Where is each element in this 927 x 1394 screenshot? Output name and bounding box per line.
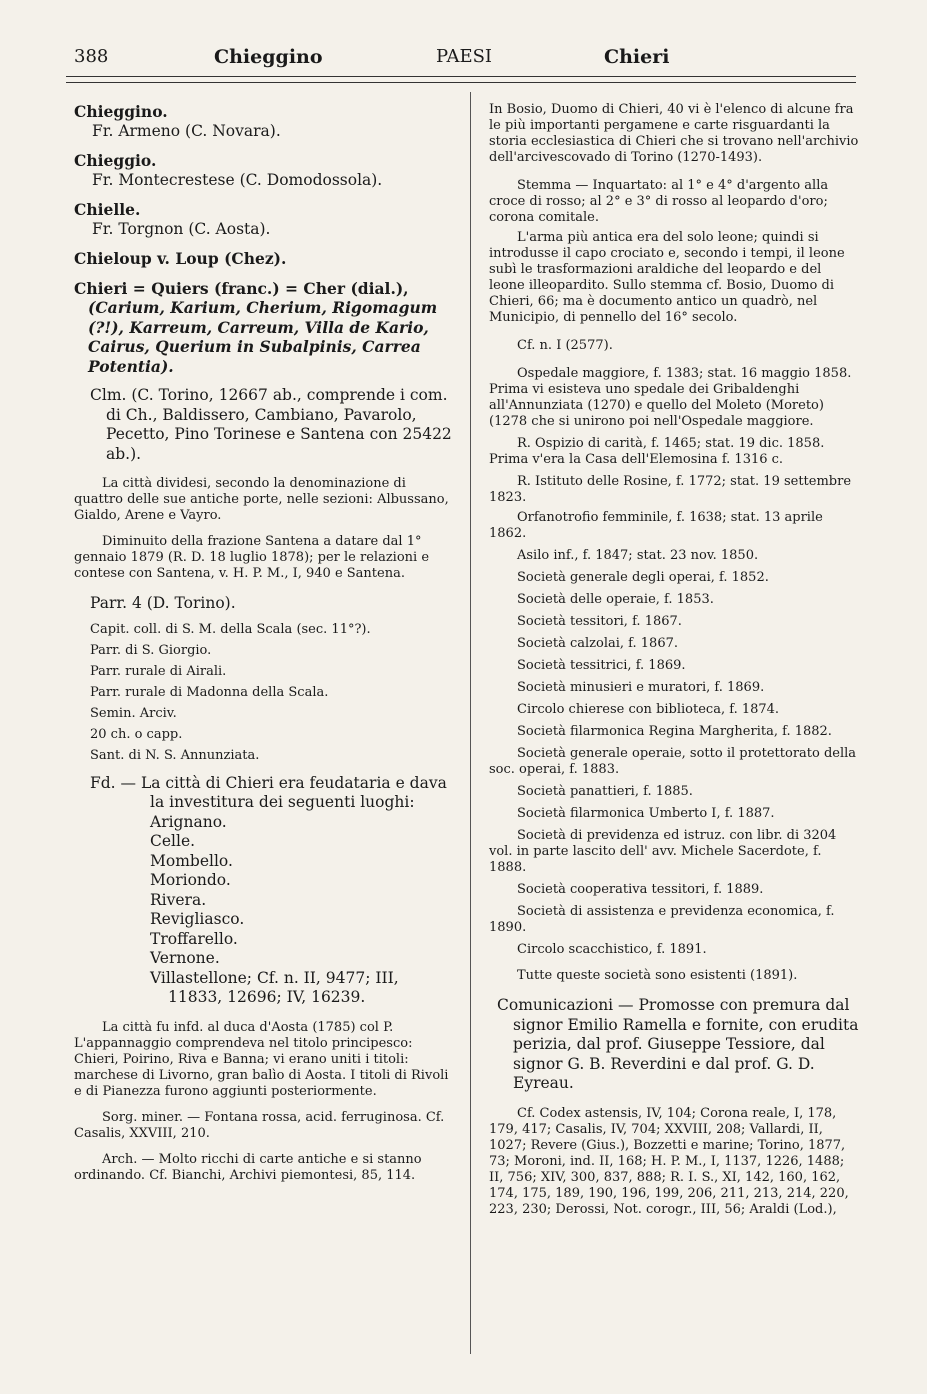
society-item: Società generale degli operai, f. 1852. bbox=[517, 570, 769, 585]
feudi-list bbox=[74, 813, 456, 1008]
entry-chieri-variants: (Carium, Karium, Cherium, Rigomagum (?!), Karreum, Carreum, Villa de Kario, Cairus, Querium in Subalpinis, Carrea Potentia). bbox=[88, 298, 438, 376]
istituto-rosine: R. Istituto delle Rosine, f. 1772; stat. 19 settembre 1823. bbox=[489, 474, 852, 505]
feudo-place: Moriondo. bbox=[150, 871, 231, 889]
society-item: Società delle operaie, f. 1853. bbox=[517, 592, 714, 607]
society-item: Circolo chierese con biblioteca, f. 1874. bbox=[517, 702, 780, 717]
society-item: Società filarmonica Regina Margherita, f. 1882. bbox=[517, 724, 832, 739]
entry-chielle-head: Chielle. bbox=[74, 200, 141, 219]
society-item: Società filarmonica Umberto I, f. 1887. bbox=[517, 806, 775, 821]
society-item: Società tessitori, f. 1867. bbox=[517, 614, 682, 629]
feudo-place: Troffarello. bbox=[150, 929, 238, 948]
parrocchie-head: Parr. 4 (D. Torino). bbox=[90, 594, 236, 612]
society-item: Circolo scacchistico, f. 1891. bbox=[517, 942, 707, 957]
feudi-intro: Fd. — La città di Chieri era feudataria e dava la investitura dei seguenti luoghi: bbox=[90, 773, 447, 811]
header-rule-top bbox=[66, 76, 856, 77]
note-santena: Diminuito della frazione Santena a datare dal 1° gennaio 1879 (R. D. 18 luglio 1878); per le relazioni e contese con Santena, v. H. P. M., I, 940 e Santena. bbox=[74, 534, 430, 581]
running-header bbox=[74, 46, 854, 76]
entry-chieggino-head: Chieggino. bbox=[74, 102, 168, 121]
note-archivi: Arch. — Molto ricchi di carte antiche e si stanno ordinando. Cf. Bianchi, Archivi piemontesi, 85, 114. bbox=[74, 1151, 422, 1183]
entry-chieggino-line: Fr. Armeno (C. Novara). bbox=[92, 121, 281, 140]
society-item: Società minusieri e muratori, f. 1869. bbox=[517, 680, 765, 695]
society-item: Società di assistenza e previdenza economica, f. 1890. bbox=[489, 904, 835, 935]
feudo-place: Vernone. bbox=[150, 949, 220, 967]
stemma: Stemma — Inquartato: al 1° e 4° d'argento alla croce di rosso; al 2° e 3° di rosso al leopardo d'oro; corona comitale. bbox=[489, 178, 829, 225]
feudo-place: Mombello. bbox=[150, 851, 233, 870]
society-item: Società cooperativa tessitori, f. 1889. bbox=[517, 882, 764, 897]
header-left-title: Chieggino bbox=[214, 46, 323, 68]
column-divider bbox=[470, 92, 471, 1354]
orfanotrofio: Orfanotrofio femminile, f. 1638; stat. 13 aprile 1862. bbox=[489, 510, 823, 541]
parr-item: Semin. Arciv. bbox=[90, 705, 177, 721]
left-column bbox=[74, 102, 456, 1184]
entry-chielle-line: Fr. Torgnon (C. Aosta). bbox=[92, 219, 271, 238]
society-item: Società generale operaie, sotto il protettorato della soc. operai, f. 1883. bbox=[489, 746, 857, 777]
feudo-place: Revigliasco. bbox=[150, 910, 245, 928]
society-item: Società calzolai, f. 1867. bbox=[517, 636, 678, 651]
ospizio: R. Ospizio di carità, f. 1465; stat. 19 dic. 1858. Prima v'era la Casa dell'Elemosina f. 1316 c. bbox=[489, 436, 825, 467]
note-appannaggio: La città fu infd. al duca d'Aosta (1785) col P. L'appannaggio comprendeva nel titolo principesco: Chieri, Poirino, Riva e Banna; vi erano uniti i titoli: marchese di Livorno, gran balìo di Aosta. I titoli di Rivoli e di Pianezza furono aggiunti posteriormente. bbox=[74, 1019, 449, 1099]
parr-item: 20 ch. o capp. bbox=[90, 726, 183, 742]
feudo-place: Celle. bbox=[150, 832, 196, 850]
entry-chieloup-head: Chieloup v. Loup (Chez). bbox=[74, 249, 287, 268]
note-sorgenti: Sorg. miner. — Fontana rossa, acid. ferruginosa. Cf. Casalis, XXVIII, 210. bbox=[74, 1109, 445, 1141]
society-item: Società panattieri, f. 1885. bbox=[517, 784, 693, 799]
bibliography: Cf. Codex astensis, IV, 104; Corona reale, I, 178, 179, 417; Casalis, IV, 704; XXVIII, 208; Vallardi, II, 1027; Revere (Gius.), Bozzetti e marine; Torino, 1877, 73; Moroni, ind. II, 168; H. P. M., I, 1137, 1226, 1488; II, 756; XIV, 300, 837, 888; R. I. S., XI, 142, 160, 162, 174, 175, 189, 190, 196, 199, 206, 211, 213, 214, 220, 223, 230; Derossi, Not. corogr., III, 56; Araldi (Lod.), bbox=[489, 1105, 849, 1217]
entry-chieri-clm: Clm. (C. Torino, 12667 ab., comprende i com. di Ch., Baldissero, Cambiano, Pavarolo, Pecetto, Pino Torinese e Santena con 25422 ab.). bbox=[90, 386, 452, 463]
parr-item: Parr. di S. Giorgio. bbox=[90, 642, 212, 658]
cf-reference: Cf. n. I (2577). bbox=[517, 338, 613, 353]
parrocchie-list bbox=[74, 622, 456, 764]
header-center-title: PAESI bbox=[436, 46, 493, 67]
entry-chieggio-line: Fr. Montecrestese (C. Domodossola). bbox=[92, 170, 383, 189]
societies-list bbox=[489, 548, 861, 958]
header-right-title: Chieri bbox=[604, 46, 670, 68]
note-sezioni: La città dividesi, secondo la denominazione di quattro delle sue antiche porte, nelle sezioni: Albussano, Gialdo, Arene e Vayro. bbox=[74, 476, 449, 523]
parr-item: Sant. di N. S. Annunziata. bbox=[90, 747, 260, 763]
note-bosio: In Bosio, Duomo di Chieri, 40 vi è l'elenco di alcune fra le più importanti pergamene e carte risguardanti la storia ecclesiastica di Chieri che si trovano nell'archivio dell'arcivescovado di Torino (1270-1493). bbox=[489, 102, 859, 165]
societies-note: Tutte queste società sono esistenti (1891). bbox=[517, 968, 798, 983]
comunicazioni: Comunicazioni — Promosse con premura dal signor Emilio Ramella e fornite, con erudita perizia, dal prof. Giuseppe Tessiore, dal signor G. B. Reverdini e dal prof. G. D. Eyreau. bbox=[497, 996, 859, 1092]
society-item: Società tessitrici, f. 1869. bbox=[517, 658, 686, 673]
parr-item: Parr. rurale di Airali. bbox=[90, 663, 227, 679]
feudo-place: Arignano. bbox=[150, 812, 227, 831]
page-number: 388 bbox=[74, 46, 109, 67]
feudo-place-last: Villastellone; Cf. n. II, 9477; III, 11833, 12696; IV, 16239. bbox=[150, 968, 399, 1006]
stemma-arma: L'arma più antica era del solo leone; quindi si introdusse il capo crociato e, secondo i tempi, il leone subì le trasformazioni araldiche del leopardo e del leone illeopardito. Sullo stemma cf. Bosio, Duomo di Chieri, 66; ma è documento antico un quadrò, nel Municipio, di pennello del 16° secolo. bbox=[489, 230, 845, 325]
entry-chieri-head: Chieri = Quiers (franc.) = Cher (dial.), bbox=[74, 278, 409, 298]
header-rule-bottom bbox=[66, 82, 856, 83]
entry-chieggio-head: Chieggio. bbox=[74, 151, 157, 170]
society-item: Asilo inf., f. 1847; stat. 23 nov. 1850. bbox=[517, 548, 759, 563]
parr-item: Capit. coll. di S. M. della Scala (sec. 11°?). bbox=[90, 621, 371, 637]
parr-item: Parr. rurale di Madonna della Scala. bbox=[90, 684, 329, 700]
right-column bbox=[489, 102, 861, 1218]
feudo-place: Rivera. bbox=[150, 890, 207, 909]
ospedale: Ospedale maggiore, f. 1383; stat. 16 maggio 1858. Prima vi esisteva uno spedale dei Gribaldenghi all'Annunziata (1270) e quello del Moleto (Moreto) (1278 che si unirono poi nell'Ospedale maggiore. bbox=[489, 366, 852, 429]
society-item: Società di previdenza ed istruz. con libr. di 3204 vol. in parte lascito dell' avv. Michele Sacerdote, f. 1888. bbox=[489, 828, 837, 875]
